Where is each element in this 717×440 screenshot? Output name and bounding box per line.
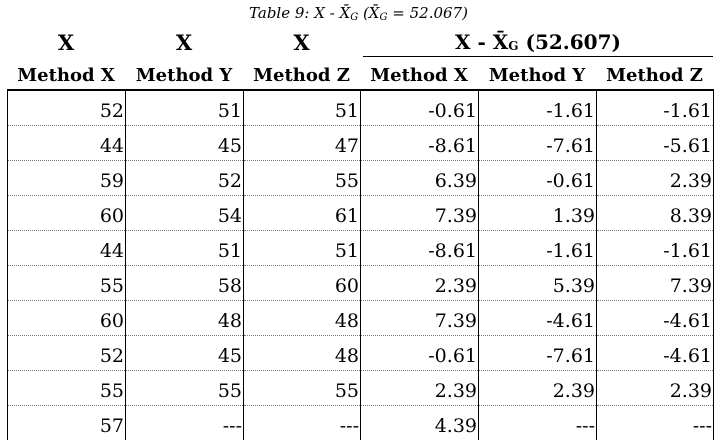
table-cell: 57	[8, 406, 126, 440]
table-cell: 44	[8, 231, 126, 266]
table-cell: 55	[8, 266, 126, 301]
table-cell: 55	[244, 371, 361, 406]
table-cell: 52	[8, 90, 126, 126]
table-cell: -0.61	[479, 161, 597, 196]
table-cell: -4.61	[597, 336, 714, 371]
table-cell: 51	[126, 90, 244, 126]
table-cell: -7.61	[479, 126, 597, 161]
table-body	[8, 90, 714, 440]
table-row	[8, 161, 714, 196]
caption-prefix: Table 9: X - X̄	[249, 4, 350, 22]
table-cell: 6.39	[361, 161, 479, 196]
x-header-method-x: X	[7, 28, 125, 58]
table-cell: 2.39	[361, 371, 479, 406]
table-caption	[0, 3, 717, 28]
table-cell: 51	[126, 231, 244, 266]
column-header-dev-method-z: Method Z	[596, 62, 713, 90]
table-cell: 48	[244, 336, 361, 371]
table-row	[8, 301, 714, 336]
group-header-suffix: (52.607)	[519, 30, 621, 54]
table-row	[8, 231, 714, 266]
table-row	[8, 90, 714, 126]
data-table	[7, 89, 714, 440]
table-cell: -4.61	[597, 301, 714, 336]
table-cell: 48	[244, 301, 361, 336]
table-cell: 52	[8, 336, 126, 371]
table-cell: 45	[126, 336, 244, 371]
table-row	[8, 371, 714, 406]
table-cell: ---	[479, 406, 597, 440]
table-cell: -5.61	[597, 126, 714, 161]
table-row	[8, 266, 714, 301]
table-cell: 45	[126, 126, 244, 161]
table-cell: 47	[244, 126, 361, 161]
table-cell: 7.39	[361, 196, 479, 231]
table-cell: 60	[8, 196, 126, 231]
table-row	[8, 196, 714, 231]
table-cell: ---	[126, 406, 244, 440]
table-cell: 48	[126, 301, 244, 336]
column-header-dev-method-y: Method Y	[478, 62, 596, 90]
table-cell: -1.61	[479, 231, 597, 266]
table-cell: -4.61	[479, 301, 597, 336]
column-header-method-x: Method X	[7, 62, 125, 90]
x-header-method-z: X	[243, 28, 360, 58]
table-cell: 55	[8, 371, 126, 406]
group-header-subscript: G	[508, 39, 518, 53]
caption-suffix: = 52.067)	[388, 4, 468, 22]
caption-subscript-1: G	[350, 12, 358, 23]
table-cell: -0.61	[361, 90, 479, 126]
deviation-group-header	[363, 28, 713, 57]
table-cell: 2.39	[479, 371, 597, 406]
table-cell: 2.39	[597, 161, 714, 196]
table-cell: 44	[8, 126, 126, 161]
table-cell: -1.61	[479, 90, 597, 126]
table-cell: 51	[244, 90, 361, 126]
table-cell: 55	[244, 161, 361, 196]
table-cell: 58	[126, 266, 244, 301]
table-cell: 5.39	[479, 266, 597, 301]
table-cell: 2.39	[361, 266, 479, 301]
caption-mid: (X̄	[358, 4, 379, 22]
column-header-method-y: Method Y	[125, 62, 243, 90]
table-cell: -7.61	[479, 336, 597, 371]
table-cell: 7.39	[597, 266, 714, 301]
table-cell: 8.39	[597, 196, 714, 231]
table-cell: 61	[244, 196, 361, 231]
table-cell: ---	[597, 406, 714, 440]
table-row	[8, 406, 714, 440]
table-cell: -8.61	[361, 231, 479, 266]
table-cell: -1.61	[597, 90, 714, 126]
table-cell: 52	[126, 161, 244, 196]
table-cell: -1.61	[597, 231, 714, 266]
table-cell: -8.61	[361, 126, 479, 161]
table-row	[8, 126, 714, 161]
group-header-prefix: X - X̄	[455, 30, 508, 54]
table-cell: 60	[8, 301, 126, 336]
table-cell: 59	[8, 161, 126, 196]
table-cell: -0.61	[361, 336, 479, 371]
column-header-method-z: Method Z	[243, 62, 360, 90]
table-cell: 60	[244, 266, 361, 301]
table-cell: 7.39	[361, 301, 479, 336]
table-cell: 54	[126, 196, 244, 231]
table-cell: 2.39	[597, 371, 714, 406]
table-row	[8, 336, 714, 371]
table-cell: 1.39	[479, 196, 597, 231]
x-header-method-y: X	[125, 28, 243, 58]
table-cell: 55	[126, 371, 244, 406]
table-cell: 4.39	[361, 406, 479, 440]
caption-subscript-2: G	[380, 12, 388, 23]
table-cell: ---	[244, 406, 361, 440]
column-header-dev-method-x: Method X	[360, 62, 478, 90]
table-cell: 51	[244, 231, 361, 266]
